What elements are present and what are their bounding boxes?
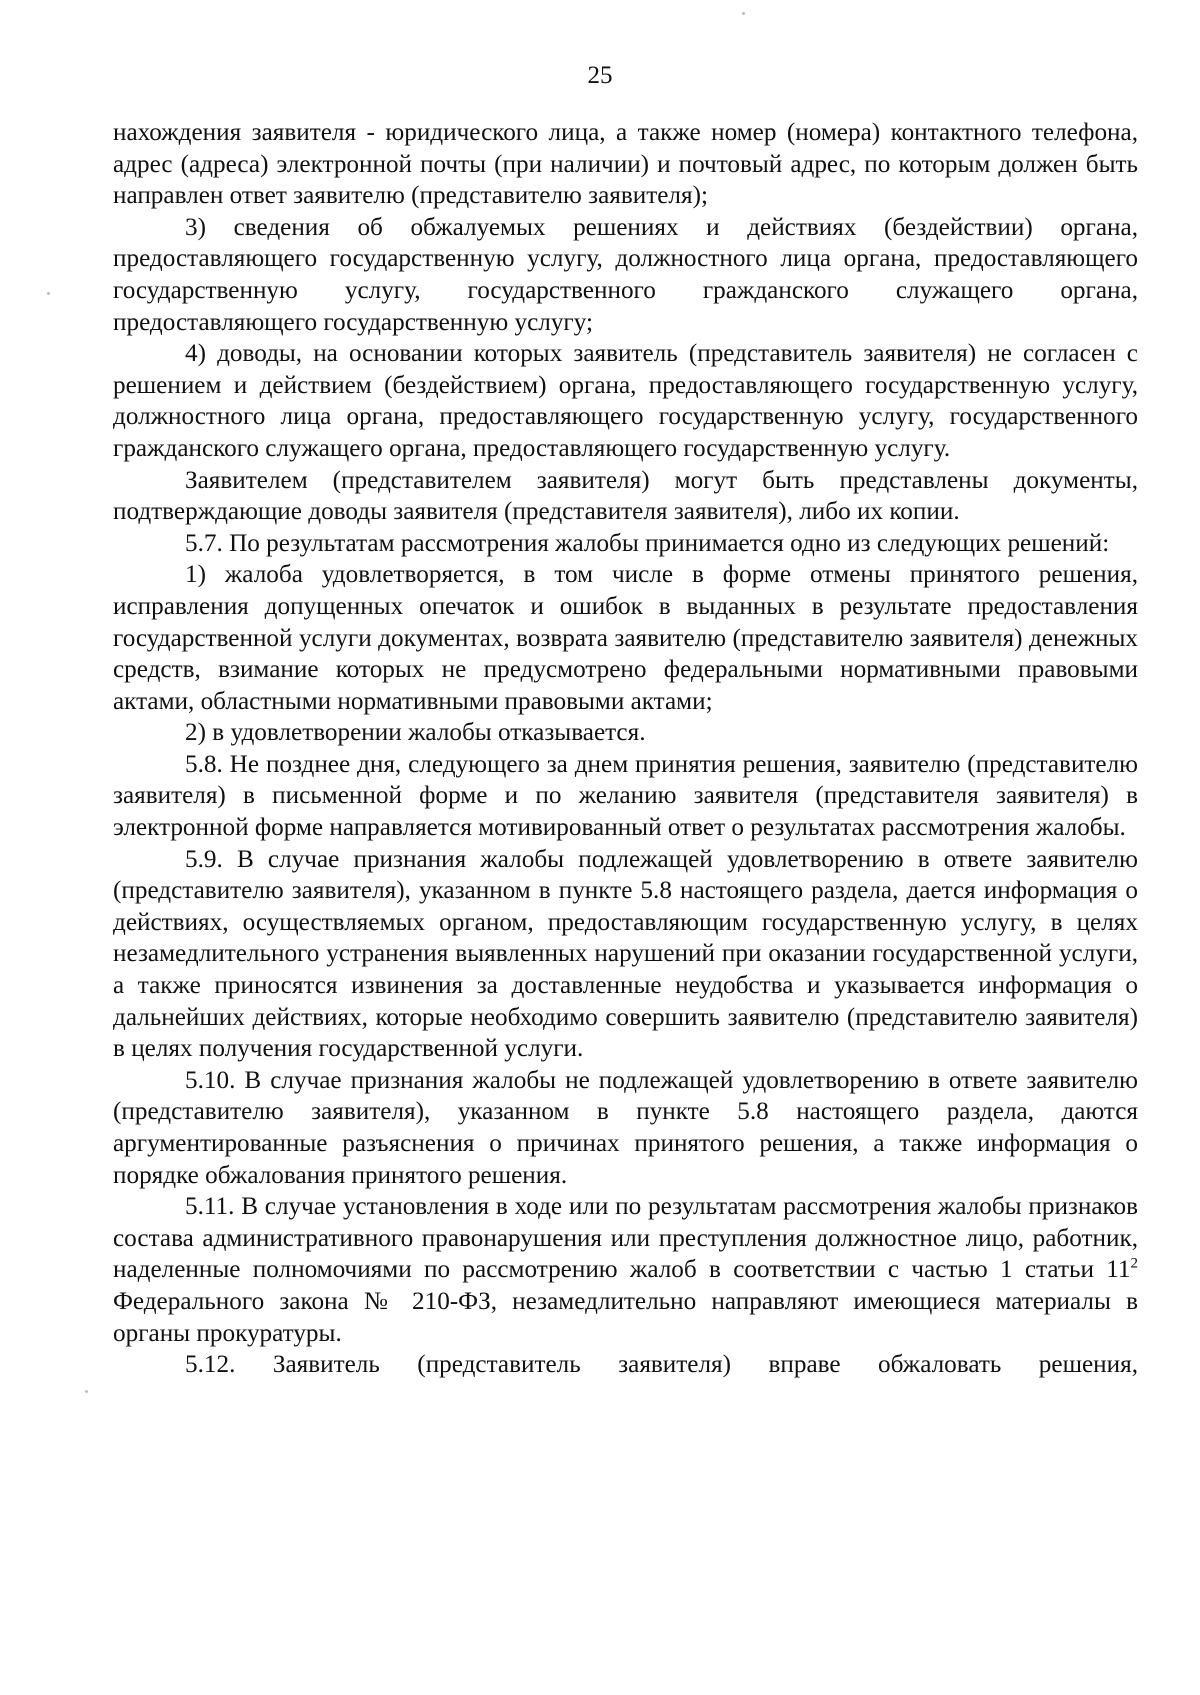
paragraph-5-11 xyxy=(113,1191,1138,1349)
paragraph-5-11-text-after: Федерального закона № 210-ФЗ, незамедлительно направляют имеющиеся материалы в органы прокуратуры. xyxy=(113,1287,1138,1347)
scan-speck xyxy=(742,12,745,15)
paragraph-supporting-documents: Заявителем (представителем заявителя) могут быть представлены документы, подтверждающие доводы заявителя (представителя заявителя), либо их копии. xyxy=(113,466,1138,526)
paragraph-continuation: нахождения заявителя - юридического лица, а также номер (номера) контактного телефона, адрес (адреса) электронной почты (при наличии) и почтовый адрес, по которым должен быть направлен ответ заявителю (представителю заявителя); xyxy=(113,119,1138,210)
paragraph-item-4: 4) доводы, на основании которых заявитель (представитель заявителя) не согласен с решением и действием (бездействием) органа, предоставляющего государственную услугу, должностного лица органа, предоставляющего государственную услугу, государственного гражданского служащего органа, предоставляющего государственную услугу. xyxy=(113,340,1138,462)
article-superscript: 2 xyxy=(1130,1255,1138,1272)
paragraph-decision-2: 2) в удовлетворении жалобы отказывается. xyxy=(185,719,646,747)
paragraph-5-12: 5.12. Заявитель (представитель заявителя) вправе обжаловать решения, xyxy=(185,1351,1138,1379)
scan-speck xyxy=(47,292,50,295)
paragraph-5-11-text-before: 5.11. В случае установления в ходе или по результатам рассмотрения жалобы признаков состава административного правонарушения или преступления должностное лицо, работник, наделенные полномочиями по рассмотрению жалоб в соответствии с частью 1 статьи 11 xyxy=(113,1193,1138,1284)
paragraph-5-10: 5.10. В случае признания жалобы не подлежащей удовлетворению в ответе заявителю (представителю заявителя), указанном в пункте 5.8 настоящего раздела, даются аргументированные разъяснения о причинах принятого решения, а также информация о порядке обжалования принятого решения. xyxy=(113,1066,1138,1189)
page-number: 25 xyxy=(587,62,613,89)
paragraph-item-3: 3) сведения об обжалуемых решениях и действиях (бездействии) органа, предоставляющего государственную услугу, должностного лица органа, предоставляющего государственную услугу, государственного гражданского служащего органа, предоставляющего государственную услугу; xyxy=(113,213,1138,336)
document-body xyxy=(113,117,1138,1381)
paragraph-5-9: 5.9. В случае признания жалобы подлежащей удовлетворению в ответе заявителю (представителю заявителя), указанном в пункте 5.8 настоящего раздела, дается информация о действиях, осуществляемых органом, предоставляющим государственную услугу, в целях незамедлительного устранения выявленных нарушений при оказании государственной услуги, а также приносятся извинения за доставленные неудобства и указывается информация о дальнейших действиях, которые необходимо совершить заявителю (представителю заявителя) в целях получения государственной услуги. xyxy=(113,845,1138,1063)
scan-speck xyxy=(85,1390,88,1393)
paragraph-5-8: 5.8. Не позднее дня, следующего за днем принятия решения, заявителю (представителю заявителя) в письменной форме и по желанию заявителя (представителя заявителя) в электронной форме направляется мотивированный ответ о результатах рассмотрения жалобы. xyxy=(113,750,1138,842)
paragraph-5-7: 5.7. По результатам рассмотрения жалобы принимается одно из следующих решений: xyxy=(185,529,1110,557)
paragraph-decision-1: 1) жалоба удовлетворяется, в том числе в форме отмены принятого решения, исправления допущенных опечаток и ошибок в выданных в результате предоставления государственной услуги документах, возврата заявителю (представителю заявителя) денежных средств, взимание которых не предусмотрено федеральными нормативными правовыми актами, областными нормативными правовыми актами; xyxy=(113,561,1138,715)
